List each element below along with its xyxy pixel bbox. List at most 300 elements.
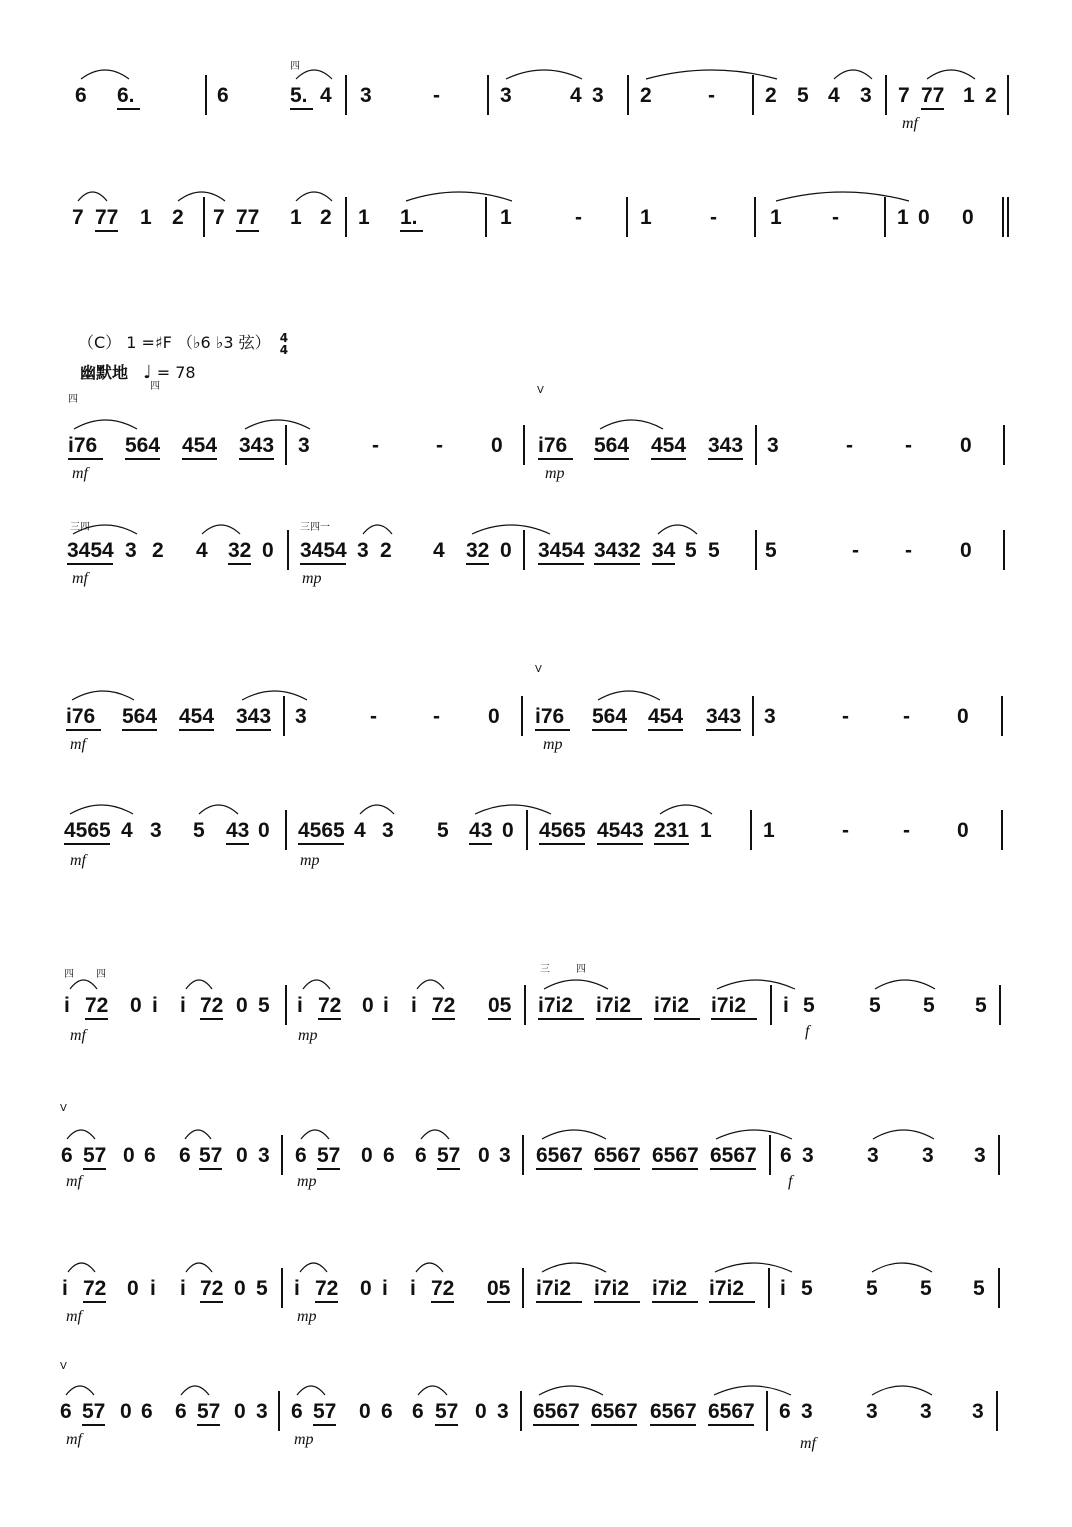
- bar-line: [1007, 75, 1009, 115]
- note: -: [903, 705, 910, 728]
- slur-arc: [406, 192, 512, 201]
- dynamic-marking: mp: [543, 736, 563, 753]
- beam-underline: [431, 1301, 454, 1303]
- note: 1: [358, 206, 370, 229]
- beam-underline: [708, 1424, 754, 1426]
- note: 4565: [64, 819, 111, 842]
- note: 5: [923, 994, 935, 1017]
- note: 4: [354, 819, 366, 842]
- slur-arc: [472, 525, 550, 534]
- beam-underline: [487, 1301, 510, 1303]
- slur-arc: [81, 70, 129, 79]
- note: 343: [239, 434, 275, 457]
- bar-line: [345, 197, 347, 237]
- tempo-label: 幽默地: [80, 363, 129, 382]
- note: 0: [957, 819, 969, 842]
- beam-underline: [82, 1424, 105, 1426]
- note: 57: [199, 1144, 223, 1167]
- note: 6: [217, 84, 229, 107]
- bar-line: [485, 197, 487, 237]
- note: 2: [985, 84, 997, 107]
- note: i76: [538, 434, 568, 457]
- note: 6: [291, 1400, 303, 1423]
- score-system: [0, 157, 1072, 277]
- slur-arc: [417, 980, 444, 989]
- note: 1: [763, 819, 775, 842]
- beam-underline: [435, 1424, 458, 1426]
- fingering-mark: 四: [64, 969, 74, 980]
- dynamic-marking: mp: [300, 852, 320, 869]
- note: 6: [295, 1144, 307, 1167]
- note: 564: [122, 705, 158, 728]
- slur-arc: [181, 1386, 209, 1395]
- fingering-mark: 三四: [70, 522, 90, 533]
- note: 72: [315, 1277, 339, 1300]
- note: 5.: [290, 84, 308, 107]
- note: 1: [963, 84, 975, 107]
- note: 6567: [652, 1144, 699, 1167]
- note: -: [708, 84, 715, 107]
- bar-line: [278, 1391, 280, 1431]
- note: 5: [256, 1277, 268, 1300]
- note: 1: [500, 206, 512, 229]
- beam-underline: [536, 1168, 582, 1170]
- note: 0: [234, 1277, 246, 1300]
- bar-line: [1007, 197, 1009, 237]
- note: 564: [125, 434, 161, 457]
- slur-arc: [506, 70, 582, 79]
- beam-underline: [652, 1301, 698, 1303]
- beam-underline: [122, 729, 157, 731]
- bar-line: [285, 810, 287, 850]
- beam-underline: [710, 1168, 756, 1170]
- slur-arc: [178, 192, 225, 201]
- note: i7i2: [594, 1277, 630, 1300]
- tempo-marking: [80, 360, 196, 383]
- note: 454: [182, 434, 218, 457]
- note: -: [433, 84, 440, 107]
- beam-underline: [437, 1168, 460, 1170]
- dynamic-marking: mf: [70, 736, 86, 753]
- beam-underline: [596, 1018, 642, 1020]
- note: -: [710, 206, 717, 229]
- beam-underline: [711, 1018, 757, 1020]
- note: 3: [974, 1144, 986, 1167]
- note: 3: [867, 1144, 879, 1167]
- dynamic-marking: mf: [800, 1435, 816, 1452]
- beam-underline: [226, 843, 249, 845]
- slur-arc: [418, 1386, 447, 1395]
- note: -: [905, 539, 912, 562]
- note: 3: [497, 1400, 509, 1423]
- note: 3: [256, 1400, 268, 1423]
- note: 0: [960, 539, 972, 562]
- bar-line: [770, 985, 772, 1025]
- beam-underline: [290, 108, 313, 110]
- note: 0: [960, 434, 972, 457]
- bar-line: [281, 1135, 283, 1175]
- note: 4: [828, 84, 840, 107]
- note: 343: [708, 434, 744, 457]
- bar-line: [524, 985, 526, 1025]
- beam-underline: [538, 563, 584, 565]
- bar-line: [1002, 197, 1004, 237]
- bar-line: [521, 696, 523, 736]
- score-system: [0, 35, 1072, 155]
- note: 6: [415, 1144, 427, 1167]
- note: -: [372, 434, 379, 457]
- dynamic-marking: mp: [302, 570, 322, 587]
- bar-line: [287, 530, 289, 570]
- bar-line: [203, 197, 205, 237]
- bar-line: [750, 810, 752, 850]
- bar-line: [998, 1135, 1000, 1175]
- beam-underline: [539, 843, 585, 845]
- bar-line: [999, 985, 1001, 1025]
- note: i: [150, 1277, 156, 1300]
- note: 05: [487, 1277, 511, 1300]
- beam-underline: [95, 230, 118, 232]
- beam-underline: [179, 729, 214, 731]
- slur-layer: [0, 945, 1072, 1065]
- slur-arc: [202, 525, 240, 534]
- slur-arc: [185, 1130, 211, 1139]
- note: 5: [797, 84, 809, 107]
- note: 6: [144, 1144, 156, 1167]
- note: 1: [770, 206, 782, 229]
- note: i76: [535, 705, 565, 728]
- note: 3: [357, 539, 369, 562]
- note: 72: [318, 994, 342, 1017]
- note: 4565: [539, 819, 586, 842]
- slur-arc: [716, 1130, 792, 1139]
- note: 34: [652, 539, 676, 562]
- slur-arc: [646, 70, 777, 79]
- note: -: [852, 539, 859, 562]
- slur-arc: [296, 192, 332, 201]
- note: 0: [362, 994, 374, 1017]
- note: 6: [75, 84, 87, 107]
- note: 1: [700, 819, 712, 842]
- beam-underline: [432, 1018, 455, 1020]
- beam-underline: [228, 563, 251, 565]
- note: 3: [125, 539, 137, 562]
- slur-arc: [872, 1263, 932, 1272]
- beam-underline: [125, 458, 160, 460]
- bar-line: [627, 75, 629, 115]
- bar-line: [752, 75, 754, 115]
- note: -: [846, 434, 853, 457]
- beam-underline: [592, 729, 627, 731]
- beam-underline: [533, 1424, 579, 1426]
- beam-underline: [313, 1424, 336, 1426]
- note: i: [180, 994, 186, 1017]
- bar-line: [1003, 530, 1005, 570]
- note: 0: [475, 1400, 487, 1423]
- key-text: （C） 1 =♯F （♭6 ♭3 弦）: [78, 333, 271, 352]
- slur-arc: [242, 691, 307, 700]
- note: 5: [708, 539, 720, 562]
- fingering-mark: 四: [150, 381, 160, 392]
- slur-arc: [199, 805, 238, 814]
- note: 0: [488, 705, 500, 728]
- bar-line: [884, 197, 886, 237]
- beam-underline: [315, 1301, 338, 1303]
- slur-arc: [539, 1386, 603, 1395]
- time-signature: 4 4: [279, 330, 289, 357]
- note: i76: [66, 705, 96, 728]
- fingering-mark: 四: [96, 969, 106, 980]
- fingering-mark: V: [60, 1361, 67, 1372]
- note: 6: [179, 1144, 191, 1167]
- note: i: [410, 1277, 416, 1300]
- score-system: [0, 490, 1072, 610]
- note: 0: [262, 539, 274, 562]
- beam-underline: [536, 1301, 582, 1303]
- note: 0: [127, 1277, 139, 1300]
- note: 5: [801, 1277, 813, 1300]
- note: 6: [141, 1400, 153, 1423]
- slur-arc: [834, 70, 872, 79]
- note: 4: [121, 819, 133, 842]
- bar-line: [1001, 696, 1003, 736]
- note: 5: [193, 819, 205, 842]
- bar-line: [996, 1391, 998, 1431]
- note: 43: [226, 819, 250, 842]
- note: i7i2: [538, 994, 574, 1017]
- note: 72: [85, 994, 109, 1017]
- beam-underline: [469, 843, 492, 845]
- beam-underline: [538, 1018, 584, 1020]
- bar-line: [285, 425, 287, 465]
- note: 3: [866, 1400, 878, 1423]
- note: 0: [491, 434, 503, 457]
- beam-underline: [651, 458, 686, 460]
- fingering-mark: 三: [540, 964, 550, 975]
- note: 6: [779, 1400, 791, 1423]
- beam-underline: [298, 843, 344, 845]
- dynamic-marking: mf: [70, 1027, 86, 1044]
- note: 5: [437, 819, 449, 842]
- note: 1: [640, 206, 652, 229]
- bar-line: [520, 1391, 522, 1431]
- note: 6: [780, 1144, 792, 1167]
- beam-underline: [85, 1018, 108, 1020]
- fingering-mark: 四: [576, 964, 586, 975]
- note: 0: [918, 206, 930, 229]
- note: 3: [295, 705, 307, 728]
- fingering-mark: 四: [68, 394, 78, 405]
- slur-arc: [715, 1263, 792, 1272]
- note: 3: [500, 84, 512, 107]
- score-system: [0, 1095, 1072, 1215]
- beam-underline: [200, 1301, 223, 1303]
- slur-arc: [717, 980, 795, 989]
- note: i7i2: [536, 1277, 572, 1300]
- note: 1: [290, 206, 302, 229]
- note: 57: [437, 1144, 461, 1167]
- beam-underline: [594, 458, 629, 460]
- note: 7: [898, 84, 910, 107]
- note: -: [575, 206, 582, 229]
- note: 3: [922, 1144, 934, 1167]
- slur-arc: [245, 420, 310, 429]
- slur-arc: [186, 1263, 212, 1272]
- slur-arc: [78, 192, 107, 201]
- note: 343: [236, 705, 272, 728]
- slur-arc: [600, 420, 663, 429]
- note: 2: [765, 84, 777, 107]
- bar-line: [885, 75, 887, 115]
- dynamic-marking: mf: [72, 570, 88, 587]
- slur-arc: [303, 980, 330, 989]
- note: 57: [83, 1144, 107, 1167]
- note: -: [433, 705, 440, 728]
- note: 6567: [591, 1400, 638, 1423]
- note: 0: [957, 705, 969, 728]
- beam-underline: [594, 563, 640, 565]
- note: 6567: [708, 1400, 755, 1423]
- note: -: [436, 434, 443, 457]
- beam-underline: [591, 1424, 637, 1426]
- score-system: [0, 1228, 1072, 1348]
- note: 3: [767, 434, 779, 457]
- note: 1: [897, 206, 909, 229]
- dynamic-marking: f: [805, 1023, 810, 1040]
- note: 0: [361, 1144, 373, 1167]
- fingering-mark: V: [60, 1103, 67, 1114]
- beam-underline: [83, 1301, 106, 1303]
- note: 231: [654, 819, 690, 842]
- fingering-mark: 三四一: [300, 522, 330, 533]
- fingering-mark: 四: [290, 61, 300, 72]
- slur-arc: [660, 805, 712, 814]
- note: 72: [200, 994, 224, 1017]
- beam-underline: [652, 563, 675, 565]
- score-system: [0, 770, 1072, 890]
- beam-underline: [182, 458, 217, 460]
- note: 3: [382, 819, 394, 842]
- note: i7i2: [709, 1277, 745, 1300]
- beam-underline: [597, 843, 643, 845]
- dynamic-marking: mp: [294, 1431, 314, 1448]
- slur-arc: [544, 980, 608, 989]
- note: 6567: [594, 1144, 641, 1167]
- bar-line: [1003, 425, 1005, 465]
- beam-underline: [488, 1018, 511, 1020]
- note: -: [905, 434, 912, 457]
- note: 5: [803, 994, 815, 1017]
- bar-line: [523, 530, 525, 570]
- note: i: [64, 994, 70, 1017]
- note: 1: [140, 206, 152, 229]
- bar-line: [626, 197, 628, 237]
- bar-line: [769, 1135, 771, 1175]
- bar-line: [526, 810, 528, 850]
- note: i: [180, 1277, 186, 1300]
- note: 57: [435, 1400, 459, 1423]
- note: 6.: [117, 84, 135, 107]
- slur-arc: [421, 1130, 449, 1139]
- bar-line: [285, 985, 287, 1025]
- beam-underline: [648, 729, 683, 731]
- note: 6567: [536, 1144, 583, 1167]
- note: 0: [962, 206, 974, 229]
- note: 5: [685, 539, 697, 562]
- beam-underline: [594, 1168, 640, 1170]
- note: 0: [502, 819, 514, 842]
- beam-underline: [317, 1168, 340, 1170]
- note: 5: [975, 994, 987, 1017]
- note: 0: [234, 1400, 246, 1423]
- note: 6: [61, 1144, 73, 1167]
- beam-underline: [708, 458, 743, 460]
- note: 6567: [710, 1144, 757, 1167]
- note: 0: [500, 539, 512, 562]
- bar-line: [1001, 810, 1003, 850]
- tempo-value: = 78: [156, 363, 196, 382]
- note: 3: [592, 84, 604, 107]
- note: 4: [196, 539, 208, 562]
- note: 3: [801, 1400, 813, 1423]
- beam-underline: [535, 729, 570, 731]
- note: 3: [258, 1144, 270, 1167]
- note: 6: [412, 1400, 424, 1423]
- beam-underline: [921, 108, 944, 110]
- note: -: [842, 705, 849, 728]
- note: 72: [431, 1277, 455, 1300]
- note: 5: [258, 994, 270, 1017]
- bar-line: [283, 696, 285, 736]
- beam-underline: [197, 1424, 220, 1426]
- note: 57: [317, 1144, 341, 1167]
- note: i: [294, 1277, 300, 1300]
- note: 4: [570, 84, 582, 107]
- beam-underline: [652, 1168, 698, 1170]
- score-system: [0, 1351, 1072, 1471]
- beam-underline: [654, 1018, 700, 1020]
- beam-underline: [236, 230, 259, 232]
- beam-underline: [200, 1018, 223, 1020]
- note: 3: [860, 84, 872, 107]
- note: 2: [172, 206, 184, 229]
- bar-line: [768, 1268, 770, 1308]
- note: 0: [130, 994, 142, 1017]
- slur-arc: [360, 805, 394, 814]
- bar-line: [998, 1268, 1000, 1308]
- note: -: [370, 705, 377, 728]
- note: -: [903, 819, 910, 842]
- note: 343: [706, 705, 742, 728]
- beam-underline: [68, 458, 103, 460]
- note: 3454: [538, 539, 585, 562]
- beam-underline: [117, 108, 140, 110]
- note: 3: [764, 705, 776, 728]
- note: 57: [313, 1400, 337, 1423]
- dynamic-marking: f: [788, 1173, 793, 1190]
- note: -: [842, 819, 849, 842]
- note: 564: [592, 705, 628, 728]
- slur-arc: [70, 805, 133, 814]
- note: 3: [972, 1400, 984, 1423]
- note: i7i2: [654, 994, 690, 1017]
- note: 7: [72, 206, 84, 229]
- beam-underline: [706, 729, 741, 731]
- slur-layer: [0, 157, 1072, 277]
- note: i: [62, 1277, 68, 1300]
- note: 57: [197, 1400, 221, 1423]
- slur-arc: [300, 1263, 327, 1272]
